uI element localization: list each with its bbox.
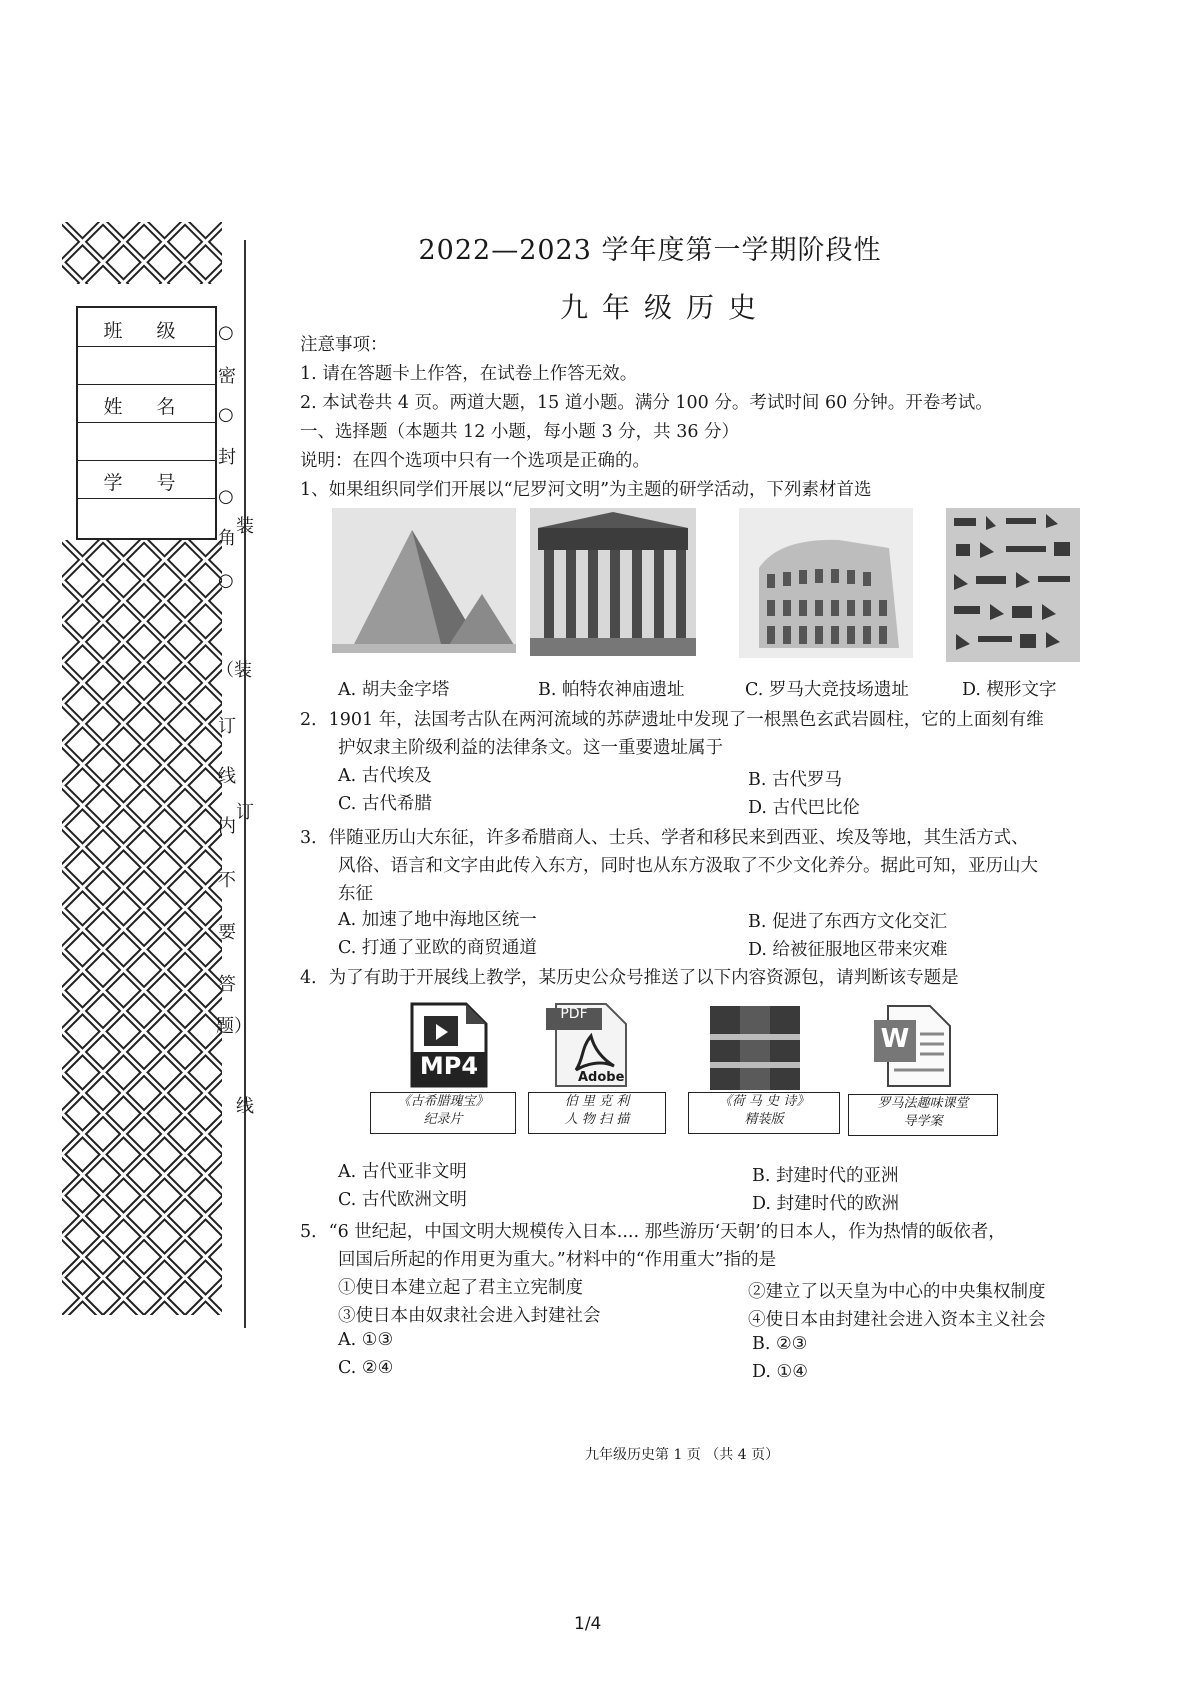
q4-option-c: C. 古代欧洲文明 — [338, 1190, 467, 1210]
resource-caption-4-line-1: 罗马法趣味课堂 — [877, 1096, 969, 1111]
resource-caption-2-line-1: 伯 里 克 利 — [564, 1094, 630, 1109]
q5-subitem-1: ①使日本建立起了君主立宪制度 — [338, 1278, 583, 1298]
sidebar-lattice-top — [62, 222, 222, 284]
seal-circle-1: ○ — [218, 322, 234, 343]
resource-caption-1-line-1: 《古希腊瑰宝》 — [397, 1094, 489, 1109]
q2-option-d: D. 古代巴比伦 — [748, 798, 861, 818]
q3-option-a: A. 加速了地中海地区统一 — [338, 910, 537, 930]
warning-char-3: 线 — [218, 766, 236, 787]
q5-option-a: A. ①③ — [338, 1330, 394, 1350]
resource-caption-2 — [528, 1092, 666, 1134]
q2-option-a: A. 古代埃及 — [338, 766, 432, 786]
cuneiform-image — [946, 508, 1080, 662]
pyramid-image — [332, 508, 516, 653]
q3-stem-line-1: 3．伴随亚历山大东征，许多希腊商人、士兵、学者和移民来到西亚、埃及等地，其生活方式、 — [300, 828, 1029, 848]
q3-option-d: D. 给被征服地区带来灾难 — [748, 940, 948, 960]
q2-stem-line-2: 护奴隶主阶级利益的法律条文。这一重要遗址属于 — [338, 738, 723, 758]
page-footer: 九年级历史第 1 页 （共 4 页） — [585, 1447, 780, 1463]
seal-circle-4: ○ — [218, 570, 234, 591]
q2-option-c: C. 古代希腊 — [338, 794, 432, 814]
binding-char-xian: 线 — [236, 1096, 254, 1117]
page-number: 1/4 — [574, 1614, 602, 1634]
student-info-box — [76, 306, 217, 540]
resource-caption-4 — [848, 1094, 998, 1136]
mp4-icon-label: MP4 — [419, 1052, 479, 1080]
seal-circle-3: ○ — [218, 486, 234, 507]
seal-circle-2: ○ — [218, 404, 234, 425]
student-id-field-label: 学 号 — [103, 472, 190, 494]
warning-char-2: 订 — [218, 716, 236, 737]
q3-stem-line-3: 东征 — [338, 884, 373, 904]
binding-char-zhuang: 装 — [236, 516, 254, 537]
q1-option-a: A. 胡夫金字塔 — [338, 680, 450, 700]
q5-option-b: B. ②③ — [752, 1334, 808, 1354]
q5-subitem-2: ②建立了以天皇为中心的中央集权制度 — [748, 1282, 1046, 1302]
warning-char-8: 题） — [216, 1016, 252, 1037]
q4-stem: 4．为了有助于开展线上教学，某历史公众号推送了以下内容资源包，请判断该专题是 — [300, 968, 959, 988]
resource-caption-3 — [688, 1092, 840, 1134]
exam-subtitle: 九年级历史 — [560, 291, 771, 324]
resource-caption-2-line-2: 人 物 扫 描 — [564, 1112, 630, 1127]
q3-option-c: C. 打通了亚欧的商贸通道 — [338, 938, 537, 958]
books-icon — [706, 1000, 804, 1092]
warning-char-7: 答 — [218, 974, 236, 995]
q5-stem-line-2: 回国后所起的作用更为重大。”材料中的“作用重大”指的是 — [338, 1250, 777, 1270]
name-field-label: 姓 名 — [103, 396, 190, 418]
q2-option-b: B. 古代罗马 — [748, 770, 842, 790]
resource-caption-4-line-2: 导学案 — [903, 1114, 943, 1129]
resource-caption-1 — [370, 1092, 516, 1134]
seal-char-feng: 封 — [218, 447, 236, 468]
resource-caption-3-line-1: 《荷 马 史 诗》 — [718, 1094, 810, 1109]
word-icon-label: W — [880, 1024, 910, 1054]
q5-option-d: D. ①④ — [752, 1362, 808, 1382]
class-field-label: 班 级 — [103, 320, 190, 342]
warning-char-1: （装 — [216, 660, 252, 681]
q5-stem-line-1: 5．“6 世纪起，中国文明大规模传入日本.... 那些游历‘天朝’的日本人，作为热情的皈依者， — [300, 1222, 1006, 1242]
q4-option-d: D. 封建时代的欧洲 — [752, 1194, 900, 1214]
note-2: 2. 本试卷共 4 页。两道大题，15 道小题。满分 100 分。考试时间 60 分钟。开卷考试。 — [300, 393, 993, 413]
q3-option-b: B. 促进了东西方文化交汇 — [748, 912, 947, 932]
adobe-icon-label: Adobe — [578, 1070, 625, 1085]
q3-stem-line-2: 风俗、语言和文字由此传入东方，同时也从东方汲取了不少文化养分。据此可知，亚历山大 — [338, 856, 1038, 876]
warning-char-4: 内 — [218, 816, 236, 837]
q5-subitem-4: ④使日本由封建社会进入资本主义社会 — [748, 1310, 1046, 1330]
note-1: 1. 请在答题卡上作答，在试卷上作答无效。 — [300, 364, 638, 384]
seal-char-mi: 密 — [218, 366, 236, 387]
sidebar-lattice-bottom — [62, 540, 222, 1315]
colosseum-image — [739, 508, 913, 658]
resource-caption-1-line-2: 纪录片 — [423, 1112, 463, 1127]
binding-line — [244, 240, 246, 1328]
q1-option-d: D. 楔形文字 — [962, 680, 1057, 700]
warning-char-5: 不 — [218, 870, 236, 891]
binding-char-ding: 订 — [236, 802, 254, 823]
q2-stem-line-1: 2．1901 年，法国考古队在两河流域的苏萨遗址中发现了一根黑色玄武岩圆柱，它的上面刻有维 — [300, 710, 1044, 730]
notes-heading: 注意事项： — [300, 335, 388, 355]
parthenon-image — [530, 508, 696, 656]
q5-option-c: C. ②④ — [338, 1358, 394, 1378]
pdf-icon-label: PDF — [560, 1006, 588, 1022]
section-heading: 一、选择题（本题共 12 小题，每小题 3 分，共 36 分） — [300, 422, 740, 442]
q1-stem: 1、如果组织同学们开展以“尼罗河文明”为主题的研学活动，下列素材首选 — [300, 480, 872, 500]
q1-option-c: C. 罗马大竞技场遗址 — [745, 680, 909, 700]
q1-option-b: B. 帕特农神庙遗址 — [538, 680, 685, 700]
seal-char-jiao: 角 — [218, 528, 236, 549]
exam-title: 2022—2023 学年度第一学期阶段性 — [418, 235, 882, 266]
q5-subitem-3: ③使日本由奴隶社会进入封建社会 — [338, 1306, 601, 1326]
warning-char-6: 要 — [218, 922, 236, 943]
section-instruction: 说明：在四个选项中只有一个选项是正确的。 — [300, 451, 650, 471]
q4-option-a: A. 古代亚非文明 — [338, 1162, 467, 1182]
resource-caption-3-line-2: 精装版 — [744, 1112, 784, 1127]
q4-option-b: B. 封建时代的亚洲 — [752, 1166, 899, 1186]
